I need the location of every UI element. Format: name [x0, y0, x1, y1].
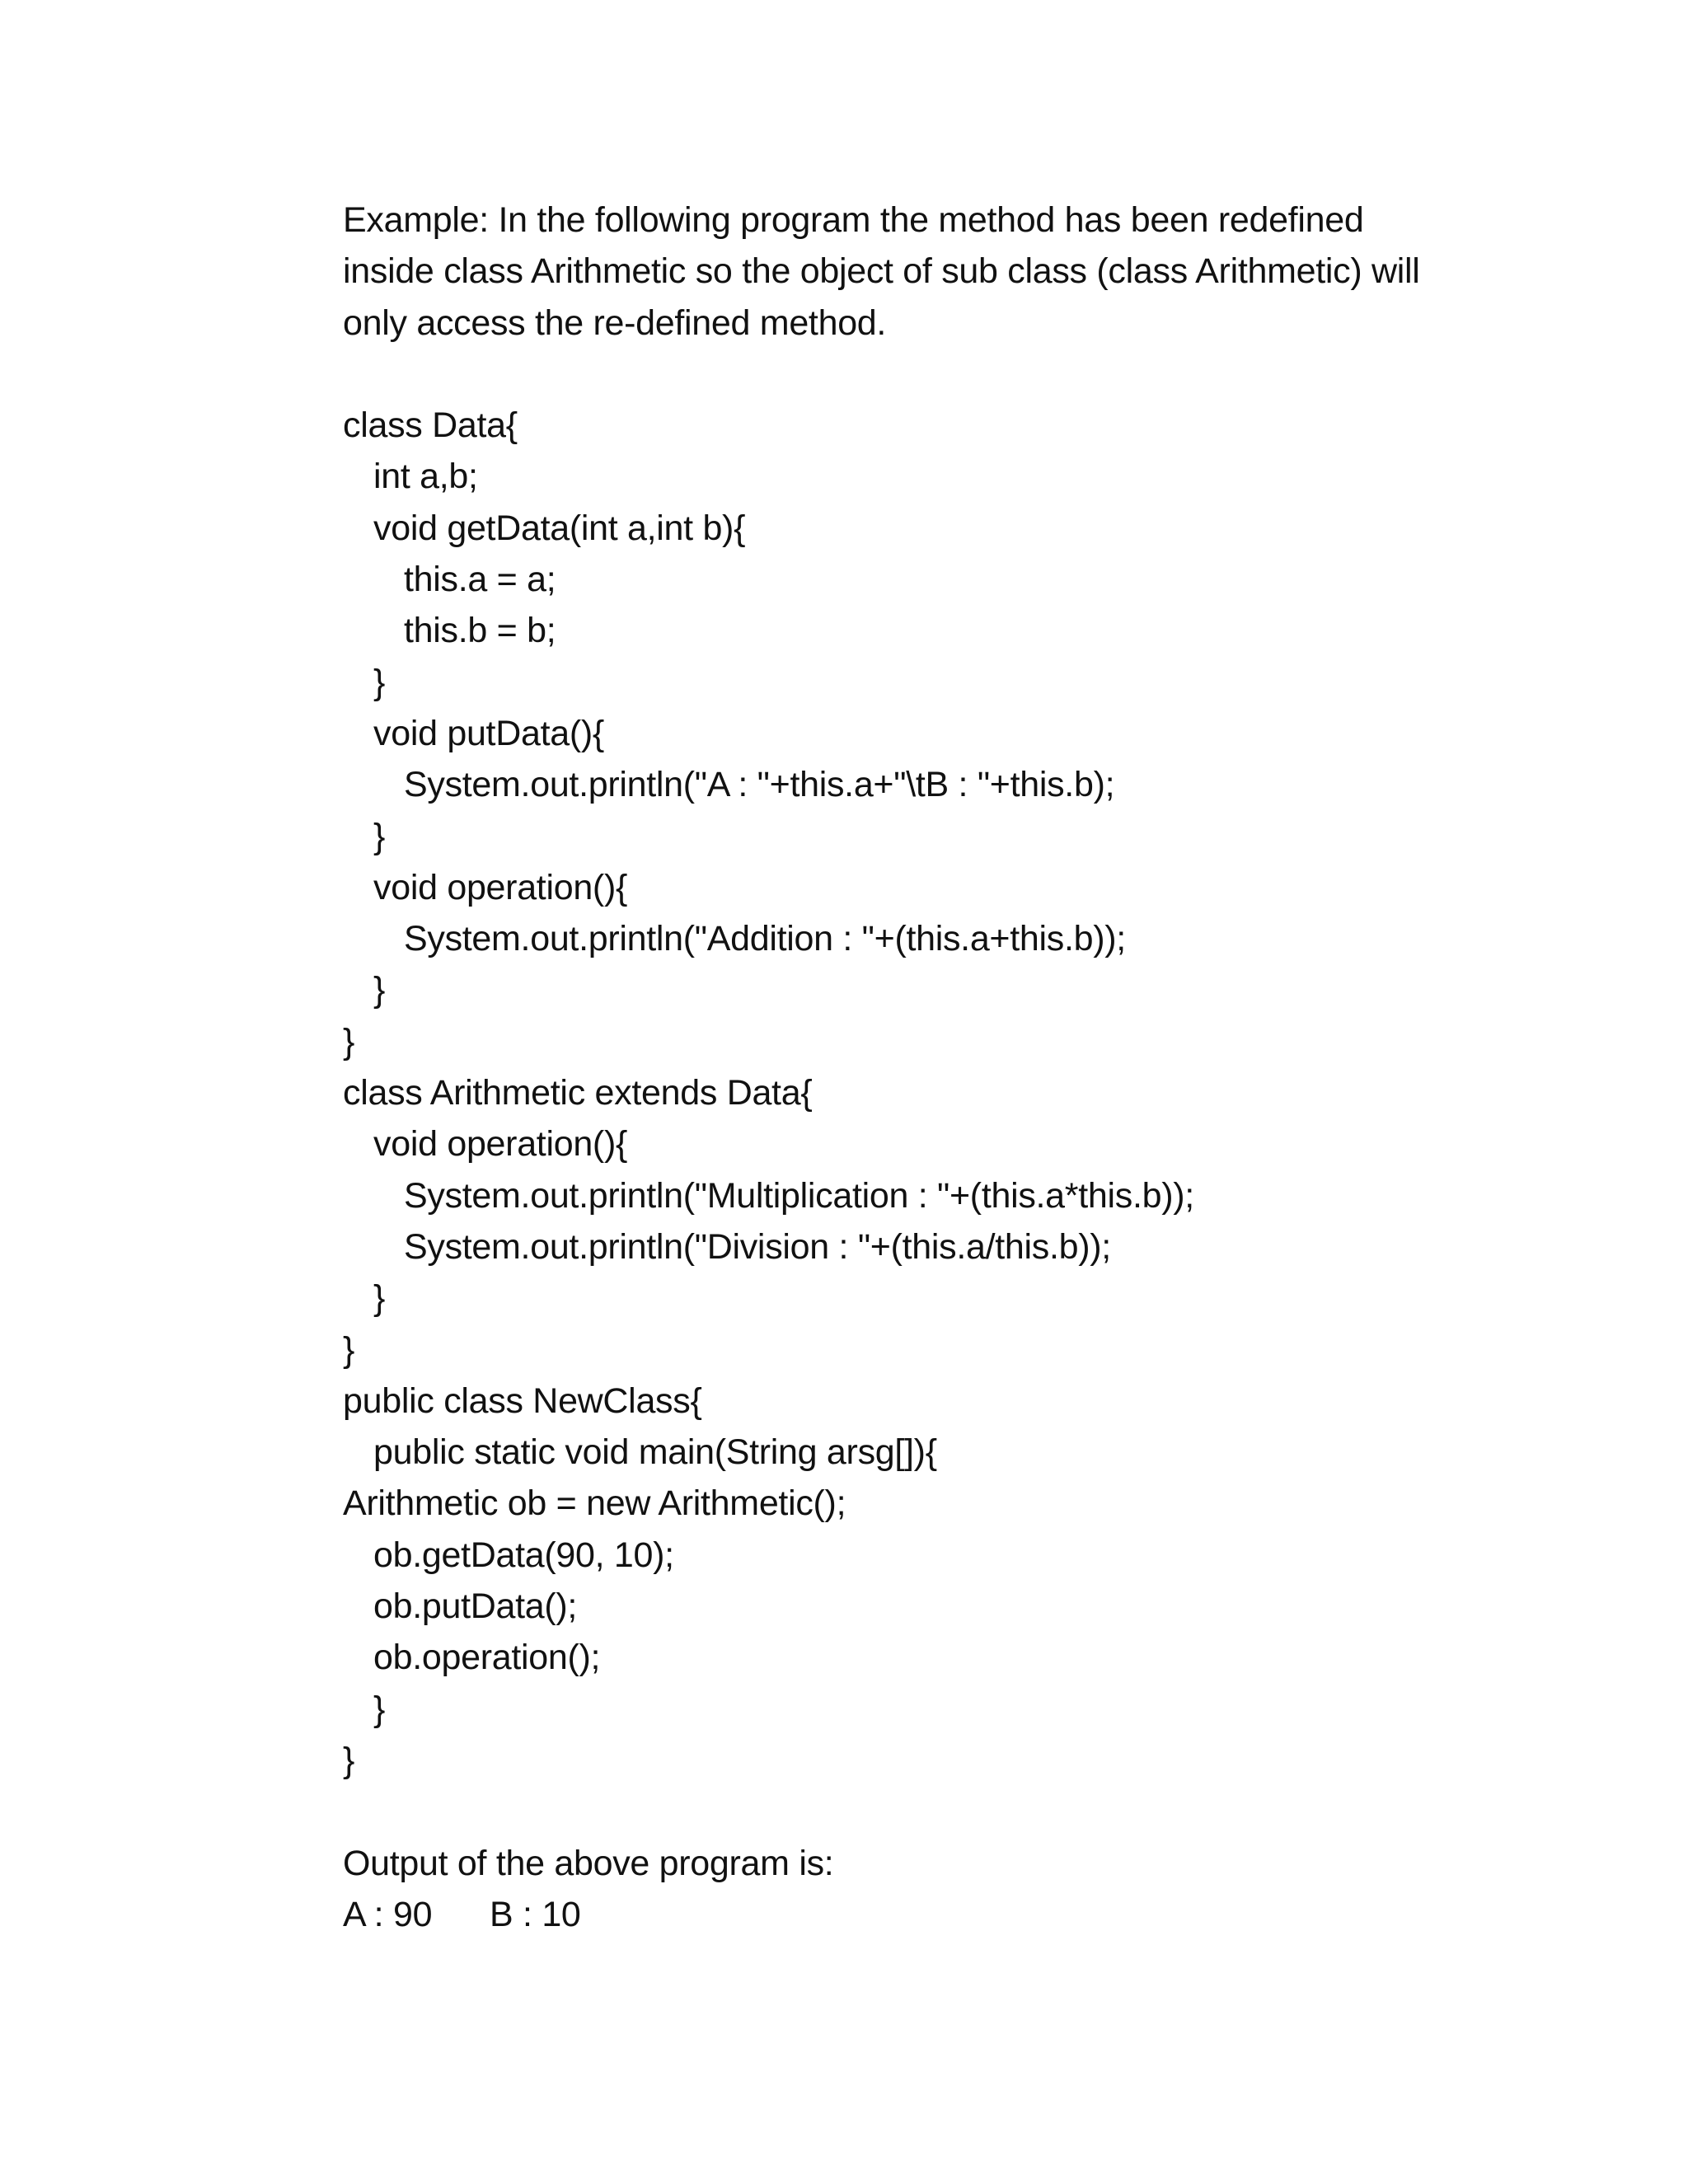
intro-paragraph: [343, 194, 1513, 349]
code-line: void getData(int a,int b){: [373, 508, 746, 548]
output-b-value: B : 10: [490, 1894, 581, 1934]
code-line: void operation(){: [373, 1124, 628, 1165]
code-line: }: [343, 1021, 355, 1062]
code-line: Arithmetic ob = new Arithmetic();: [343, 1483, 846, 1524]
code-line: class Arithmetic extends Data{: [343, 1073, 813, 1113]
code-line: this.b = b;: [404, 611, 556, 651]
output-a-value: A : 90: [343, 1894, 433, 1934]
code-line: }: [373, 662, 386, 702]
code-line: public class NewClass{: [343, 1380, 702, 1421]
output-heading: Output of the above program is:: [343, 1843, 834, 1883]
code-line: System.out.println("Addition : "+(this.a+this.b));: [404, 919, 1126, 959]
code-line: }: [373, 816, 386, 856]
intro-line: inside class Arithmetic so the object of sub class (class Arithmetic) will: [343, 251, 1420, 292]
code-line: }: [373, 1689, 386, 1729]
code-line: ob.getData(90, 10);: [373, 1535, 674, 1575]
code-line: void putData(){: [373, 713, 604, 753]
code-line: int a,b;: [373, 457, 478, 497]
code-line: ob.putData();: [373, 1586, 578, 1627]
code-line: void operation(){: [373, 867, 628, 907]
code-line: System.out.println("A : "+this.a+"\tB : "+this.b);: [404, 765, 1115, 805]
spacer: [343, 1786, 1513, 1837]
output-section: [343, 1838, 1513, 1941]
document-content: [343, 194, 1513, 1940]
code-line: this.a = a;: [404, 560, 556, 600]
output-values: [343, 1889, 1513, 1940]
code-line: System.out.println("Multiplication : "+(this.a*this.b));: [404, 1175, 1194, 1216]
spacer: [343, 349, 1513, 400]
code-listing: [343, 400, 1513, 1786]
code-line: System.out.println("Division : "+(this.a/this.b));: [404, 1226, 1111, 1267]
code-line: ob.operation();: [373, 1638, 601, 1678]
intro-line: only access the re-defined method.: [343, 302, 887, 343]
code-line: }: [373, 1278, 386, 1319]
intro-line: Example: In the following program the method has been redefined: [343, 200, 1364, 240]
code-line: public static void main(String arsg[]){: [373, 1432, 937, 1473]
code-line: }: [343, 1329, 355, 1370]
code-line: }: [373, 970, 386, 1010]
code-line: class Data{: [343, 405, 518, 446]
code-line: }: [343, 1740, 355, 1780]
